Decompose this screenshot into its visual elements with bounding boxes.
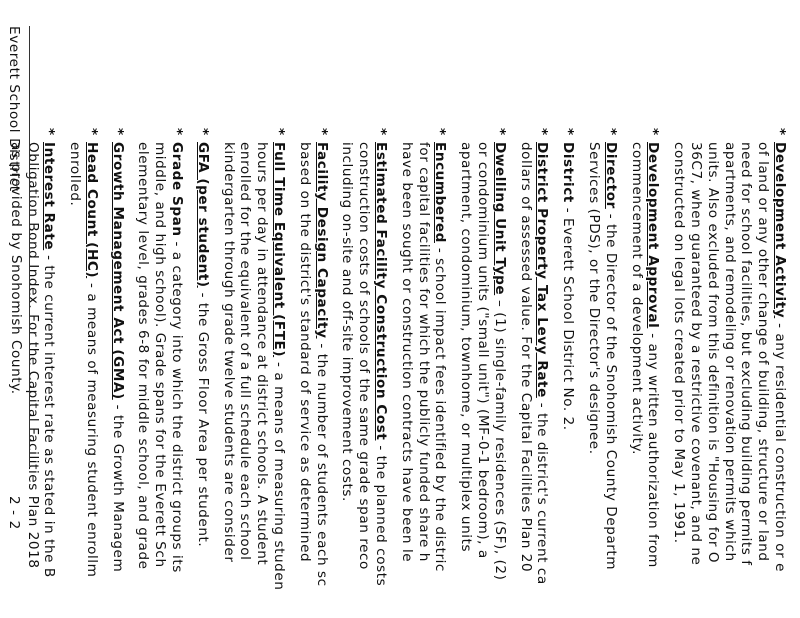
definition-line [253,128,270,618]
definition-term: GFA (per student) [194,142,211,288]
definition-text: - any written authorization from [645,328,662,568]
definition-entry [66,128,100,618]
definition-line [339,128,356,618]
definition-text: hours per day in attendance at district schools. A student [254,142,271,566]
definition-line [83,128,100,618]
definition-line [270,128,287,618]
definition-entry [628,128,662,618]
definition-entry [559,128,576,618]
definition-text: - the Growth Managem [109,399,126,573]
definition-term: District Property Tax Levy Rate [534,142,551,398]
definition-line [687,128,704,618]
definition-line [585,128,602,618]
definition-entry [109,128,126,618]
definition-term: Development Approval [645,142,662,329]
bullet-icon: * [772,128,788,136]
definition-entry [670,128,788,618]
definition-line [704,128,721,618]
definition-text: - school impact fees identified by the distric [432,242,449,572]
bullet-icon: * [169,128,186,136]
definition-line [24,128,41,618]
bullet-icon: * [194,128,211,136]
definition-text: construction costs of schools of the same grade span reco [356,142,373,570]
definition-text: including on-site and off-site improvement costs. [339,142,356,502]
bullet-icon: * [373,128,390,136]
definition-text: - the current interest rate as stated in the B [41,250,58,578]
definition-line [109,128,126,618]
definition-line [135,128,152,618]
definition-term: Dwelling Unit Type [491,142,508,296]
definition-term: Development Activity [772,142,788,319]
definition-entry [457,128,507,618]
definition-text: enrolled. [67,142,84,207]
page-footer [6,26,22,586]
definition-line [645,128,662,618]
definition-text: - Everett School District No. 2. [560,202,577,431]
bullet-icon: * [491,128,508,136]
definition-term: Full Time Equivalent (FTE) [271,142,288,358]
bullet-icon: * [432,128,449,136]
definition-line [152,128,169,618]
definition-line [41,128,58,618]
footer-rule [29,26,30,466]
bullet-icon: * [602,128,619,136]
definition-line [559,128,576,618]
definition-term: Director [602,142,619,209]
definition-text: middle, and high school). Grade spans for the Everett Sch [152,142,169,568]
definition-text: enrolled for the equivalent of a full schedule each school [237,142,254,561]
definition-text: - a means of measuring student enrollm [83,278,100,578]
definition-line [491,128,508,618]
definition-entry [585,128,619,618]
definition-term: Interest Rate [41,142,58,251]
definition-line [66,128,83,618]
definition-text: - any residential construction or e [772,318,788,572]
definition-text: of land or any other change of building, structure or land [755,142,772,562]
definition-term: District [560,142,577,203]
definition-text: Obligation Bond Index. For the Capital Facilities Plan 2018 [24,142,41,569]
definition-entry [296,128,330,618]
definition-text: Services (PDS), or the Director's designee. [586,142,603,455]
definition-term: Grade Span [169,142,186,237]
footer-page-number: 2 - 2 [6,496,22,530]
definition-line [474,128,491,618]
definition-text: elementary level, grades 6-8 for middle school, and grade [135,142,152,570]
definition-entry [517,128,551,618]
definition-text: apartments, and remodeling or renovation permits which [721,142,738,562]
definition-text: - the Gross Floor Area per student. [194,287,211,548]
definition-line [628,128,645,618]
definition-line [754,128,771,618]
bullet-icon: * [313,128,330,136]
definition-line [721,128,738,618]
definition-line [415,128,432,618]
definition-line [296,128,313,618]
definition-line [738,128,755,618]
definition-text: have been sought or construction contracts have been le [398,142,415,563]
definition-line [398,128,415,618]
definition-text: as provided by Snohomish County. [7,142,24,395]
definition-term: Facility Design Capacity [313,142,330,339]
definition-entry [398,128,448,618]
definition-text: - a means of measuring studen [271,357,288,591]
definition-text: based on the district's standard of service as determined [296,142,313,563]
definition-text: - a category into which the district groups its [169,236,186,573]
definition-term: Growth Management Act (GMA) [109,142,126,400]
definition-line [457,128,474,618]
bullet-icon: * [83,128,100,136]
definition-text: – (1) single-family residences (SF), (2) [491,295,508,581]
definition-text: commencement of a development activity. [628,142,645,455]
definition-term: Estimated Facility Construction Cost [373,142,390,441]
definition-text: constructed on legal lots created prior to May 1, 1991. [671,142,688,544]
footer-district-name: Everett School District [6,26,22,192]
definition-text: or condominium units ("small unit") (MF-0-1 bedroom), a [475,142,492,559]
definition-term: Encumbered [432,142,449,243]
definition-text: apartment, condominium, townhome, or multiplex units [458,142,475,553]
definition-text: need for school facilities, but excluding building permits f [738,142,755,566]
definition-text: dollars of assessed value. For the Capital Facilities Plan 20 [517,142,534,573]
definition-line [237,128,254,618]
definition-line [432,128,449,618]
bullet-icon: * [645,128,662,136]
bullet-icon: * [534,128,551,136]
definition-line [168,128,185,618]
definition-text: - the planned costs [373,440,390,587]
bullet-icon: * [41,128,58,136]
definitions-list [0,128,788,618]
definition-line [220,128,237,618]
definition-line [355,128,372,618]
definition-line [670,128,687,618]
bullet-icon: * [109,128,126,136]
definition-entry [194,128,211,618]
definition-line [771,128,788,618]
definition-line [534,128,551,618]
definition-line [517,128,534,618]
definition-term: Head Count (HC) [83,142,100,279]
definition-text: for capital facilities for which the publicly funded share h [415,142,432,562]
definition-text: - the number of students each sc [313,338,330,587]
definition-line [372,128,389,618]
definition-entry [339,128,389,618]
bullet-icon: * [560,128,577,136]
definition-text: units. Also excluded from this definition is "Housing for O [704,142,721,564]
bullet-icon: * [271,128,288,136]
definition-text: - the district's current ca [534,397,551,585]
definition-text: 36C7, when guaranteed by a restrictive covenant, and ne [688,142,705,566]
definition-text: kindergarten through grade twelve students are consider [220,142,237,563]
definition-line [194,128,211,618]
definition-entry [135,128,185,618]
definition-text: - the Director of the Snohomish County Departm [602,208,619,571]
definition-line [602,128,619,618]
definition-entry [220,128,287,618]
definition-line [313,128,330,618]
